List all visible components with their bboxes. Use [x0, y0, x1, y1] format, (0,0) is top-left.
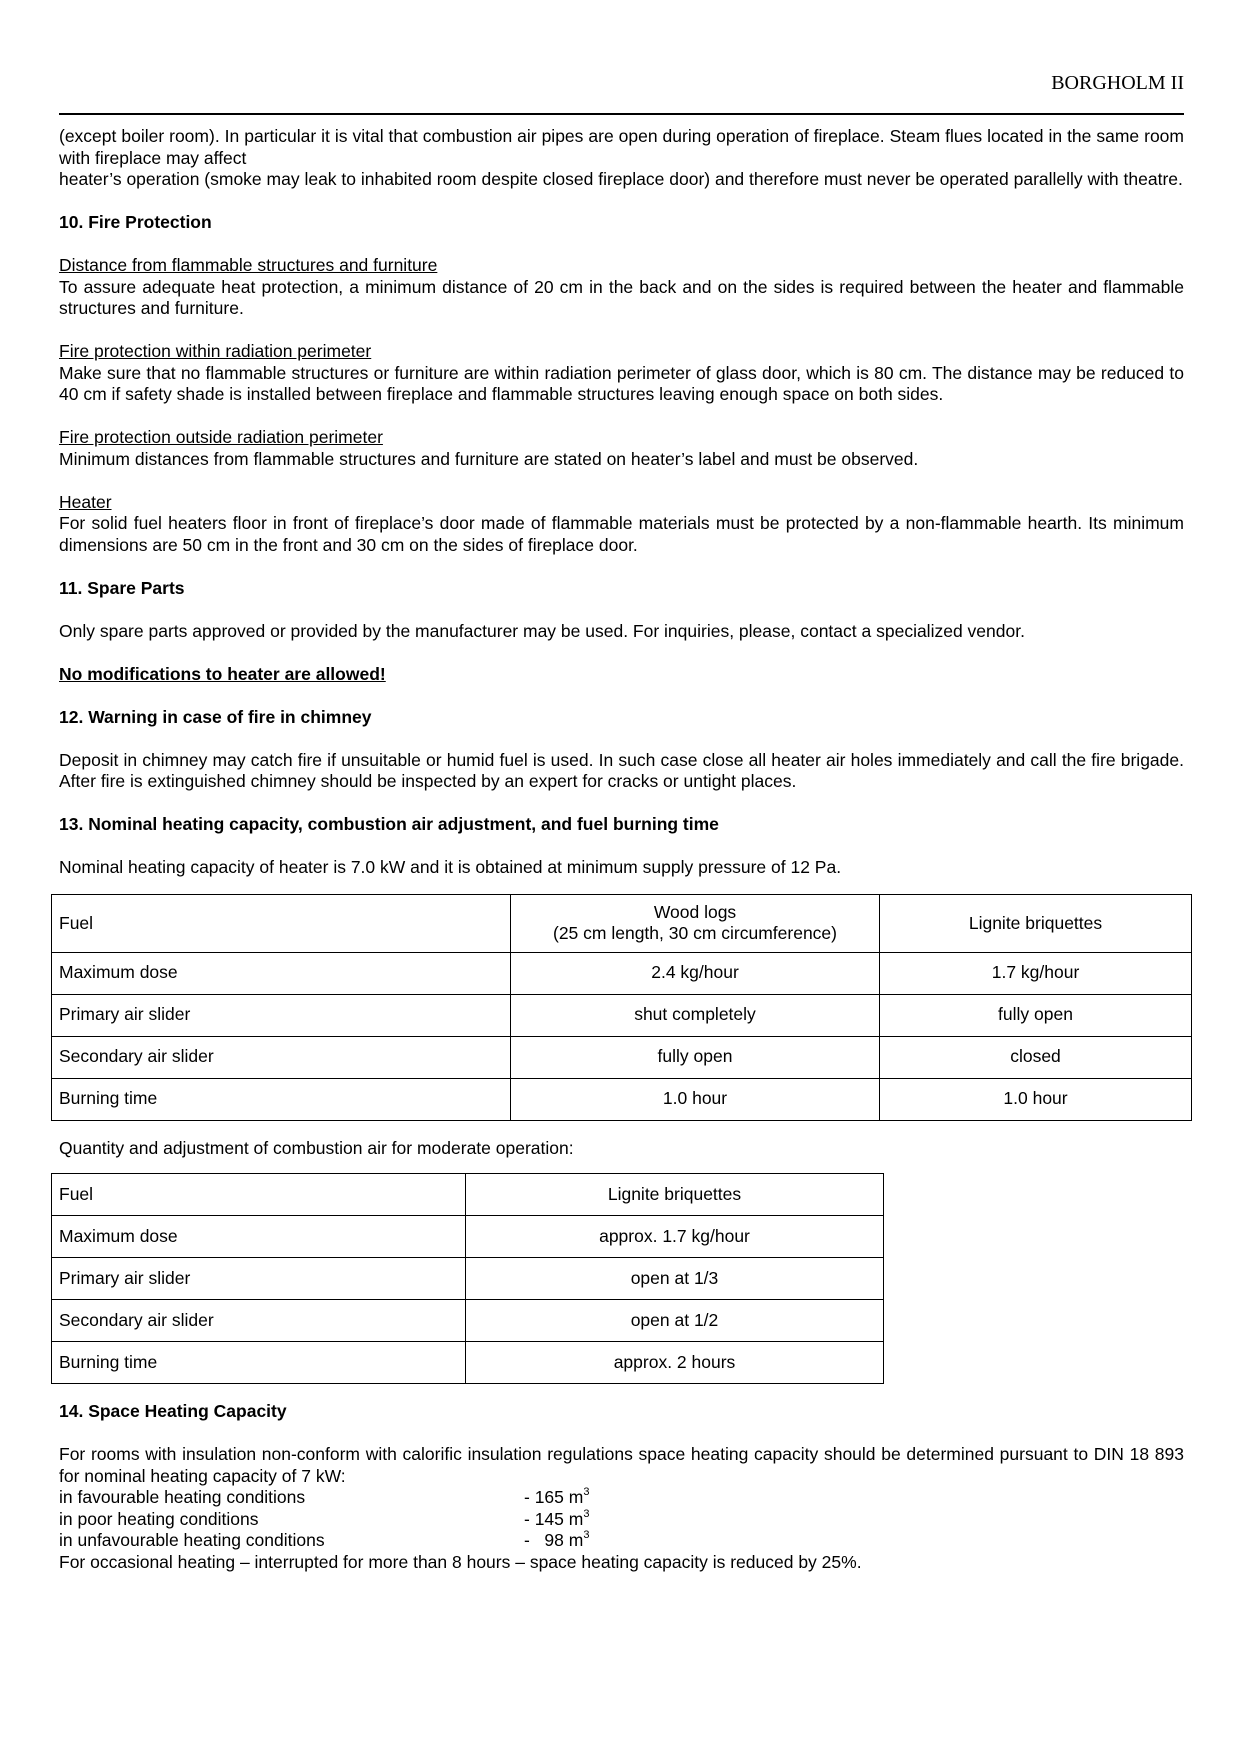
s10-subtitle-distance: Distance from flammable structures and furniture [59, 255, 438, 275]
s10-subtitle-within: Fire protection within radiation perimeter [59, 341, 372, 361]
section-10-title: 10. Fire Protection [59, 212, 212, 232]
s11-warning: No modifications to heater are allowed! [59, 663, 386, 684]
header-wood-logs: Wood logs [653, 902, 737, 922]
table-row [52, 1174, 884, 1216]
capacity-label: in favourable heating conditions [59, 1487, 306, 1507]
table-cell: 2.4 kg/hour [511, 952, 880, 994]
intro-line-1: (except boiler room). In particular it is vital that combustion air pipes are open during operation of fireplace. Steam flues located in the same room with fireplace may affect [59, 126, 1184, 168]
capacity-row [59, 1530, 1184, 1552]
table-cell: 1.7 kg/hour [880, 952, 1192, 994]
table-cell: fully open [880, 994, 1192, 1036]
table-row [52, 994, 1192, 1036]
section-12-title: 12. Warning in case of fire in chimney [59, 706, 372, 727]
table-cell: Burning time [52, 1342, 466, 1384]
s12-text: Deposit in chimney may catch fire if unsuitable or humid fuel is used. In such case close all heater air holes immediately and call the fire brigade. After fire is extinguished chimney should be inspected by an expert for cracks or untight places. [59, 749, 1184, 791]
page-content [59, 126, 1184, 1573]
s14-text: For rooms with insulation non-conform with calorific insulation regulations space heating capacity should be determined pursuant to DIN 18 893 for nominal heating capacity of 7 kW: [59, 1444, 1184, 1486]
section-11-title: 11. Spare Parts [59, 577, 185, 598]
capacity-label: in unfavourable heating conditions [59, 1530, 325, 1550]
table-header-cell [511, 894, 880, 952]
document-header: BORGHOLM II [1051, 72, 1184, 94]
table-row [52, 1258, 884, 1300]
table-cell: fully open [511, 1036, 880, 1078]
s13-text: Nominal heating capacity of heater is 7.0 kW and it is obtained at minimum supply pressure of 12 Pa. [59, 857, 842, 877]
table-cell: approx. 1.7 kg/hour [466, 1216, 884, 1258]
s10-text-heater: For solid fuel heaters floor in front of fireplace’s door made of flammable materials must be protected by a non-flammable hearth. Its minimum dimensions are 50 cm in the front and 30 cm on the sides of fireplace door. [59, 513, 1184, 555]
fuel-table [51, 894, 1192, 1121]
capacity-value: - 165 $m^3$ [524, 1486, 590, 1507]
s14-note: For occasional heating – interrupted for more than 8 hours – space heating capacity is reduced by 25%. [59, 1551, 862, 1572]
s10-subtitle-heater: Heater [59, 491, 112, 512]
table-row [52, 1078, 1192, 1120]
table-cell: Primary air slider [52, 1258, 466, 1300]
table-header-cell: Fuel [52, 894, 511, 952]
table-header-cell: Lignite briquettes [880, 894, 1192, 952]
table-cell: Primary air slider [52, 994, 511, 1036]
table-cell: open at 1/2 [466, 1300, 884, 1342]
table-cell: Lignite briquettes [466, 1174, 884, 1216]
s10-text-within: Make sure that no flammable structures or furniture are within radiation perimeter of glass door, which is 80 cm. The distance may be reduced to 40 cm if safety shade is installed between fireplace and flammable structures leaving enough space on both sides. [59, 362, 1184, 404]
table-cell: approx. 2 hours [466, 1342, 884, 1384]
capacity-row [59, 1509, 1184, 1531]
capacity-label: in poor heating conditions [59, 1508, 259, 1529]
table-row [52, 1300, 884, 1342]
capacity-value: - 98 $m^3$ [524, 1529, 590, 1550]
table-cell: Fuel [52, 1174, 466, 1216]
table-cell: Secondary air slider [52, 1036, 511, 1078]
moderate-operation-table [51, 1173, 884, 1384]
table-cell: 1.0 hour [511, 1078, 880, 1120]
table-row [52, 1216, 884, 1258]
table-cell: Maximum dose [52, 1216, 466, 1258]
header-rule [59, 113, 1184, 115]
capacity-row [59, 1487, 1184, 1509]
table-row [52, 952, 1192, 994]
s13-text-moderate: Quantity and adjustment of combustion air for moderate operation: [59, 1137, 574, 1158]
intro-line-2: heater’s operation (smoke may leak to inhabited room despite closed fireplace door) and therefore must never be operated parallelly with theatre. [59, 169, 1183, 189]
table-cell: Burning time [52, 1078, 511, 1120]
section-13-title: 13. Nominal heating capacity, combustion air adjustment, and fuel burning time [59, 814, 719, 834]
table-header-row [52, 894, 1192, 952]
table-row [52, 1342, 884, 1384]
table-row [52, 1036, 1192, 1078]
table-cell: 1.0 hour [880, 1078, 1192, 1120]
s10-subtitle-outside: Fire protection outside radiation perimeter [59, 427, 383, 447]
s10-text-distance: To assure adequate heat protection, a minimum distance of 20 cm in the back and on the sides is required between the heater and flammable structures and furniture. [59, 276, 1184, 318]
table-cell: open at 1/3 [466, 1258, 884, 1300]
table-cell: Secondary air slider [52, 1300, 466, 1342]
s11-text: Only spare parts approved or provided by the manufacturer may be used. For inquiries, please, contact a specialized vendor. [59, 620, 1025, 641]
table-cell: shut completely [511, 994, 880, 1036]
s10-text-outside: Minimum distances from flammable structures and furniture are stated on heater’s label and must be observed. [59, 448, 919, 469]
header-wood-logs-spec: (25 cm length, 30 cm circumference) [553, 923, 837, 943]
table-cell: Maximum dose [52, 952, 511, 994]
capacity-value: - 145 $m^3$ [524, 1507, 590, 1529]
section-14-title: 14. Space Heating Capacity [59, 1401, 287, 1421]
table-cell: closed [880, 1036, 1192, 1078]
